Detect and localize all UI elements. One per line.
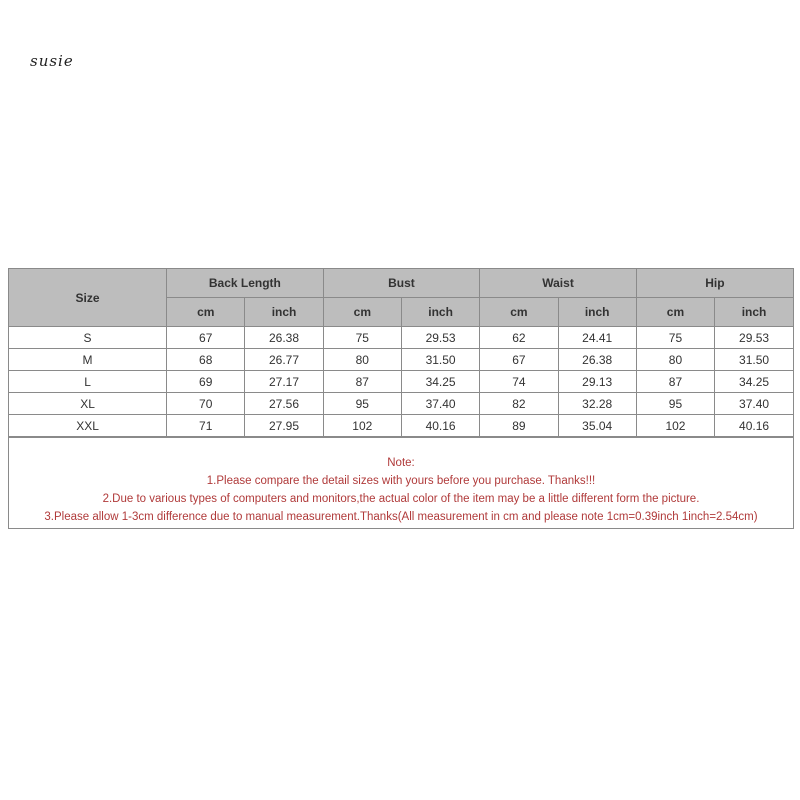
table-cell: 29.13 (558, 371, 636, 393)
unit-header: cm (480, 298, 558, 327)
table-cell: 75 (323, 327, 401, 349)
table-cell: 70 (167, 393, 245, 415)
group-header-back-length: Back Length (167, 269, 324, 298)
table-cell: 75 (636, 327, 714, 349)
size-cell: L (9, 371, 167, 393)
table-cell: 67 (167, 327, 245, 349)
table-cell: 26.77 (245, 349, 323, 371)
unit-header: cm (167, 298, 245, 327)
table-cell: 34.25 (401, 371, 479, 393)
note-line: 1.Please compare the detail sizes with yours before you purchase. Thanks!!! (206, 475, 596, 487)
table-cell: 35.04 (558, 415, 636, 437)
table-cell: 26.38 (245, 327, 323, 349)
notes-section (9, 437, 793, 528)
note-line: 3.Please allow 1-3cm difference due to manual measurement.Thanks(All measurement in cm and please note 1cm=0.39inch 1inch=2.54cm) (44, 511, 758, 523)
note-line: 2.Due to various types of computers and monitors,the actual color of the item may be a little different form the picture. (102, 493, 700, 505)
table-cell: 71 (167, 415, 245, 437)
table-cell: 32.28 (558, 393, 636, 415)
size-cell: XXL (9, 415, 167, 437)
table-cell: 95 (323, 393, 401, 415)
group-header-waist: Waist (480, 269, 637, 298)
table-row (9, 415, 793, 437)
table-cell: 82 (480, 393, 558, 415)
table-cell: 102 (323, 415, 401, 437)
table-row (9, 371, 793, 393)
notes-title: Note: (387, 457, 415, 469)
size-cell: XL (9, 393, 167, 415)
table-cell: 89 (480, 415, 558, 437)
table-cell: 27.17 (245, 371, 323, 393)
table-cell: 27.95 (245, 415, 323, 437)
brand-logo-text: susie (30, 52, 74, 70)
table-cell: 26.38 (558, 349, 636, 371)
unit-header: cm (636, 298, 714, 327)
table-cell: 68 (167, 349, 245, 371)
group-header-hip: Hip (636, 269, 793, 298)
table-cell: 95 (636, 393, 714, 415)
table-row (9, 327, 793, 349)
size-column-header: Size (9, 269, 167, 327)
table-cell: 67 (480, 349, 558, 371)
table-cell: 62 (480, 327, 558, 349)
table-cell: 40.16 (401, 415, 479, 437)
group-header-bust: Bust (323, 269, 480, 298)
unit-header: inch (245, 298, 323, 327)
table-cell: 80 (323, 349, 401, 371)
table-row (9, 349, 793, 371)
unit-header: inch (715, 298, 793, 327)
size-cell: S (9, 327, 167, 349)
size-table (9, 269, 793, 437)
table-cell: 74 (480, 371, 558, 393)
table-cell: 24.41 (558, 327, 636, 349)
table-cell: 37.40 (401, 393, 479, 415)
table-cell: 34.25 (715, 371, 793, 393)
table-cell: 31.50 (401, 349, 479, 371)
table-cell: 27.56 (245, 393, 323, 415)
unit-header: inch (401, 298, 479, 327)
table-cell: 29.53 (401, 327, 479, 349)
table-cell: 102 (636, 415, 714, 437)
table-cell: 31.50 (715, 349, 793, 371)
table-cell: 87 (323, 371, 401, 393)
table-cell: 40.16 (715, 415, 793, 437)
table-cell: 29.53 (715, 327, 793, 349)
unit-header: cm (323, 298, 401, 327)
table-cell: 69 (167, 371, 245, 393)
table-cell: 80 (636, 349, 714, 371)
unit-header: inch (558, 298, 636, 327)
size-cell: M (9, 349, 167, 371)
table-cell: 87 (636, 371, 714, 393)
table-cell: 37.40 (715, 393, 793, 415)
table-row (9, 393, 793, 415)
size-chart (8, 268, 794, 529)
